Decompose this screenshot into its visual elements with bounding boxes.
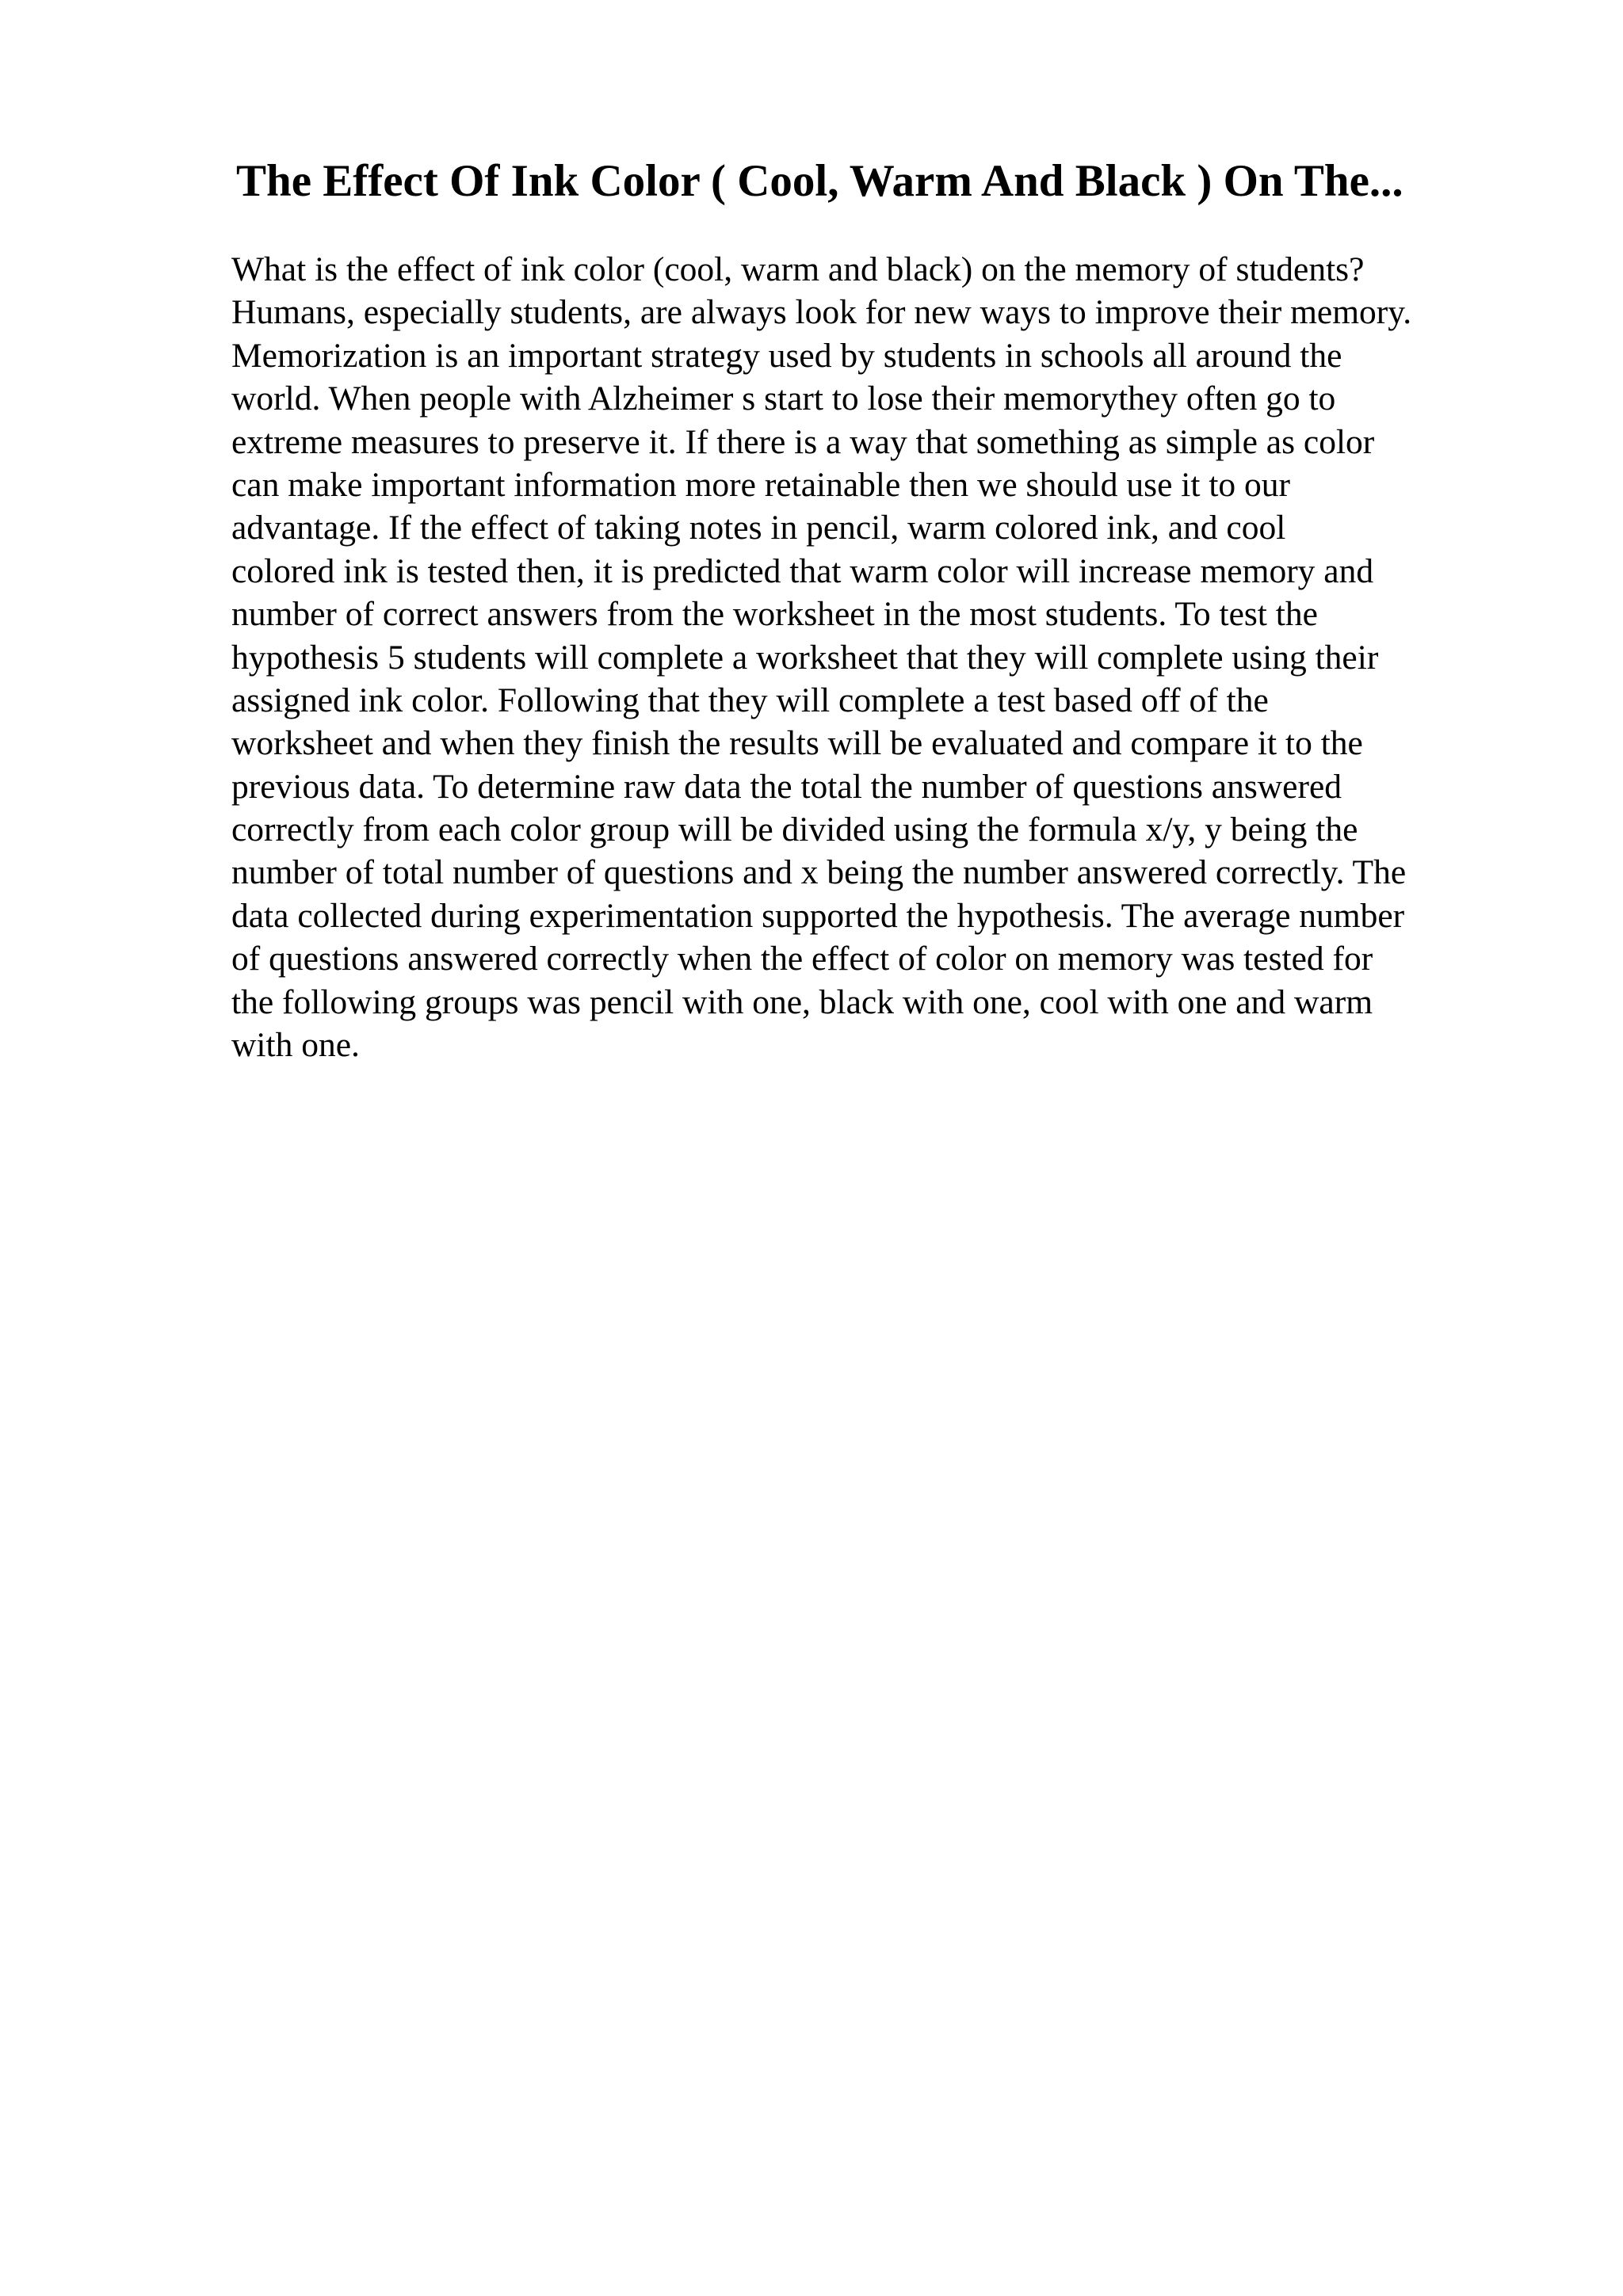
body-line: of questions answered correctly when the effect of color on memory was tested for xyxy=(231,940,1373,978)
body-line: worksheet and when they finish the results will be evaluated and compare it to the xyxy=(231,724,1363,763)
body-line: with one. xyxy=(231,1026,360,1065)
body-line: What is the effect of ink color (cool, warm and black) on the memory of students? xyxy=(231,250,1365,288)
body-line: can make important information more retainable then we should use it to our xyxy=(231,465,1291,504)
document-title: The Effect Of Ink Color ( Cool, Warm And Black ) On The... xyxy=(236,156,1403,206)
body-line: world. When people with Alzheimer s start to lose their memorythey often go to xyxy=(231,379,1336,418)
body-line: the following groups was pencil with one, black with one, cool with one and warm xyxy=(231,982,1373,1021)
body-line: previous data. To determine raw data the total the number of questions answered xyxy=(231,767,1342,806)
body-line: number of correct answers from the worksheet in the most students. To test the xyxy=(231,595,1318,634)
body-line: correctly from each color group will be divided using the formula x/y, y being the xyxy=(231,810,1358,849)
body-line: Memorization is an important strategy used by students in schools all around the xyxy=(231,336,1342,375)
body-line: hypothesis 5 students will complete a worksheet that they will complete using their xyxy=(231,638,1379,677)
body-line: assigned ink color. Following that they will complete a test based off of the xyxy=(231,681,1269,719)
body-line: data collected during experimentation supported the hypothesis. The average number xyxy=(231,896,1405,935)
body-line: colored ink is tested then, it is predicted that warm color will increase memory and xyxy=(231,551,1374,590)
document-body xyxy=(231,248,1594,1066)
body-line: Humans, especially students, are always look for new ways to improve their memory. xyxy=(231,293,1412,332)
body-line: extreme measures to preserve it. If there is a way that something as simple as color xyxy=(231,422,1375,461)
body-line: number of total number of questions and x being the number answered correctly. The xyxy=(231,853,1407,892)
body-line: advantage. If the effect of taking notes in pencil, warm colored ink, and cool xyxy=(231,509,1286,547)
